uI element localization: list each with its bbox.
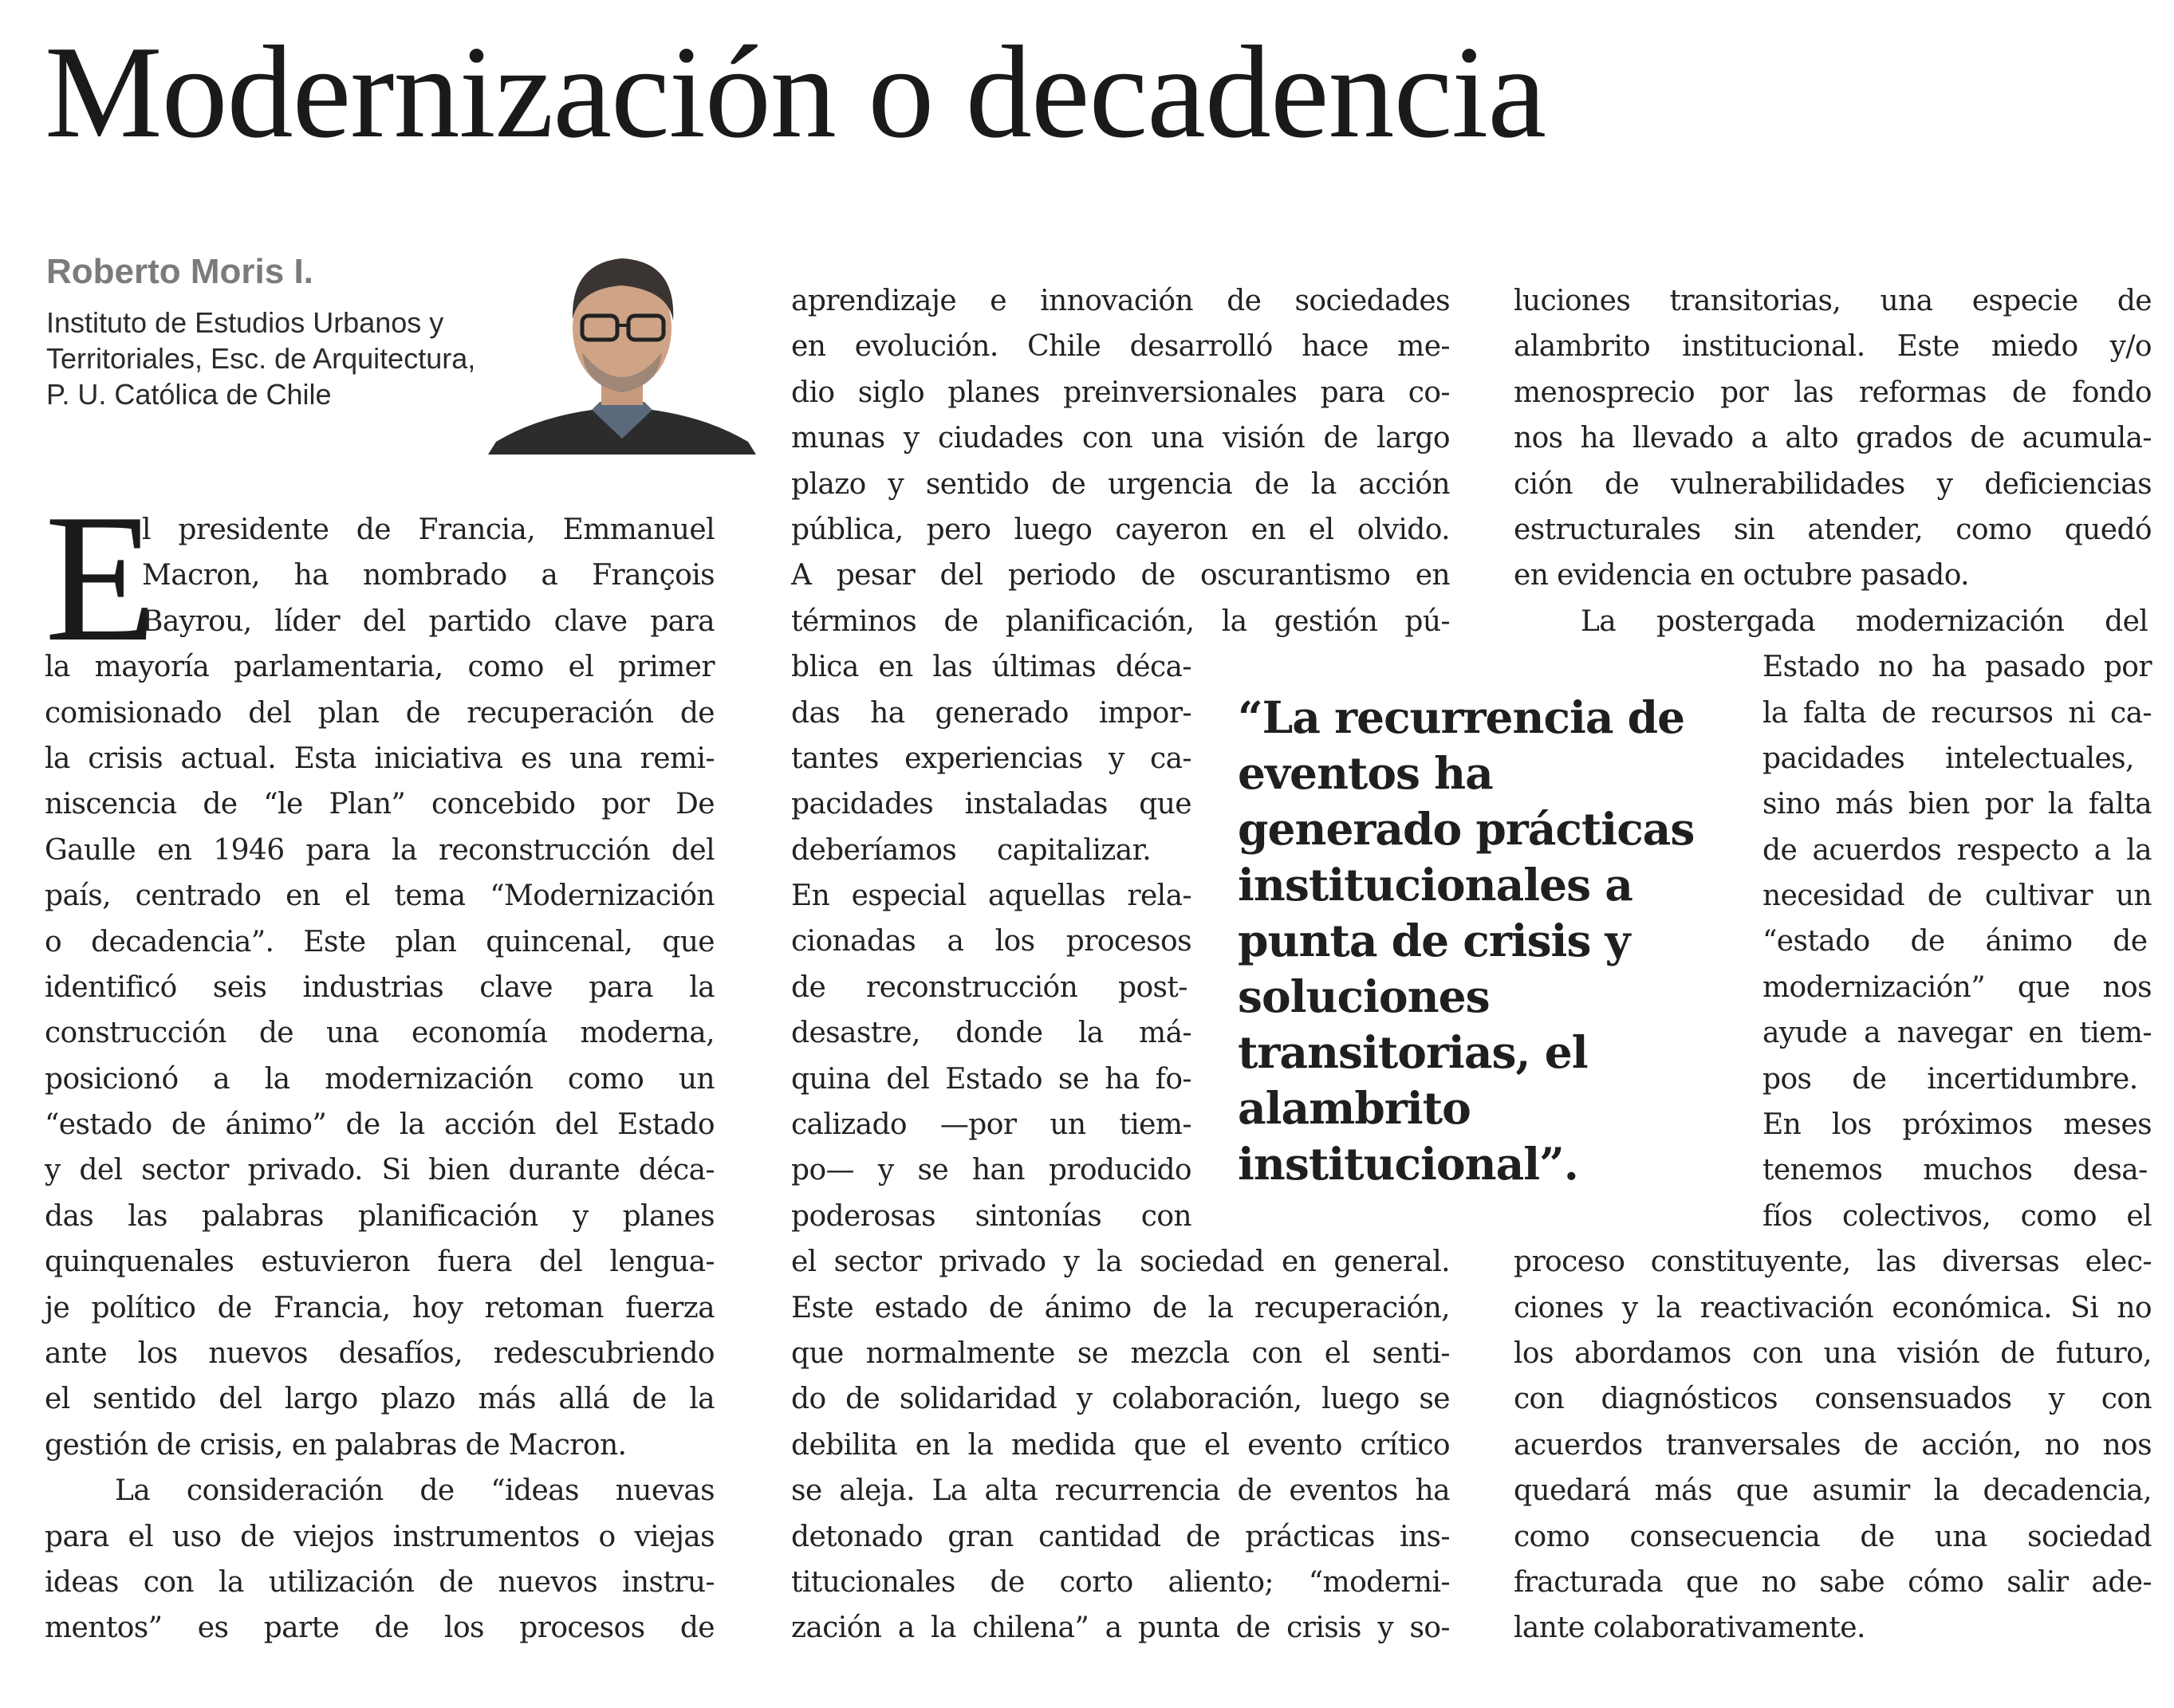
text-line: los abordamos con una visión de futuro, [1514,1336,2152,1370]
text-line: deberíamos capitalizar. [791,833,1152,867]
text-line: en evolución. Chile desarrolló hace me- [791,330,1450,364]
text-line: Bayrou, líder del partido clave para [142,604,715,638]
text-line: das ha generado impor- [791,696,1191,730]
text-line: En los próximos meses [1762,1108,2152,1142]
text-line: nos ha llevado a alto grados de acumula- [1514,422,2152,455]
text-line: “estado de ánimo de [1762,925,2148,958]
text-line: comisionado del plan de recuperación de [45,696,715,730]
text-line: aprendizaje e innovación de sociedades [791,285,1450,317]
text-line: fíos colectivos, como el [1762,1199,2152,1233]
text-line: de acuerdos respecto a la [1762,833,2152,867]
text-line: pacidades instaladas que [791,788,1191,821]
text-line: la falta de recursos ni ca- [1762,696,2152,730]
text-line: país, centrado en el tema “Modernización [45,880,715,913]
text-line: ayude a navegar en tiem- [1762,1017,2152,1050]
article-column-1 [45,476,715,1651]
affiliation-line: Instituto de Estudios Urbanos y [46,306,444,339]
headline: Modernización o decadencia [45,18,1546,165]
pull-quote-line: institucional”. [1238,1138,1578,1190]
text-line: quinquenales estuvieron fuera del lengua- [45,1246,715,1279]
pull-quote [1238,690,1694,1192]
text-line: y del sector privado. Si bien durante déca- [45,1154,715,1187]
text-line: menosprecio por las reformas de fondo [1514,376,2152,409]
text-line: “estado de ánimo” de la acción del Estado [45,1108,715,1142]
text-line: la mayoría parlamentaria, como el primer [45,651,715,684]
text-line: calizado —por un tiem- [791,1108,1191,1142]
text-line: das las palabras planificación y planes [45,1199,715,1233]
text-line: gestión de crisis, en palabras de Macron. [45,1428,627,1462]
pull-quote-line: institucionales a [1238,859,1632,911]
pull-quote-line: transitorias, el [1238,1026,1588,1078]
text-line: sino más bien por la falta [1762,788,2152,821]
author-name: Roberto Moris I. [46,252,313,291]
text-line: la crisis actual. Esta iniciativa es una remi- [45,742,715,775]
text-line: cionadas a los procesos [791,925,1191,958]
text-line: debilita en la medida que el evento crítico [791,1428,1450,1462]
text-line: como consecuencia de una sociedad [1514,1520,2152,1553]
text-line: modernización” que nos [1762,970,2152,1004]
author-affiliation [46,305,475,412]
text-line: necesidad de cultivar un [1762,880,2152,913]
pull-quote-line: eventos ha [1238,747,1493,799]
text-line: je político de Francia, hoy retoman fuerza [45,1291,715,1324]
text-line: Gaulle en 1946 para la reconstrucción del [45,833,715,867]
text-line: quedará más que asumir la decadencia, [1514,1474,2152,1508]
text-line: niscencia de “le Plan” concebido por De [45,788,715,821]
text-line: Este estado de ánimo de la recuperación, [791,1291,1450,1324]
text-line: o decadencia”. Este plan quincenal, que [45,925,715,958]
text-line: ideas con la utilización de nuevos instru- [45,1565,715,1599]
text-line: el sentido del largo plazo más allá de la [45,1383,715,1416]
text-line: el sector privado y la sociedad en general. [791,1246,1450,1279]
text-line: pos de incertidumbre. [1762,1062,2138,1096]
text-line: identificó seis industrias clave para la [45,970,715,1004]
pull-quote-line: punta de crisis y [1238,915,1630,966]
text-line: acuerdos tranversales de acción, no nos [1514,1428,2152,1462]
text-line: do de solidaridad y colaboración, luego se [791,1383,1450,1416]
text-line: con diagnósticos consensuados y con [1514,1383,2152,1416]
affiliation-line: P. U. Católica de Chile [46,378,332,411]
text-line: titucionales de corto aliento; “moderni- [791,1565,1450,1599]
pull-quote-line: soluciones [1238,970,1490,1022]
text-line: ciones y la reactivación económica. Si no [1514,1291,2152,1324]
text-line: proceso constituyente, las diversas elec- [1514,1246,2152,1279]
text-line: para el uso de viejos instrumentos o viejas [45,1520,715,1553]
text-line: Macron, ha nombrado a François [142,559,715,592]
text-line: po— y se han producido [791,1154,1191,1187]
text-line: munas y ciudades con una visión de largo [791,422,1450,455]
text-line: l presidente de Francia, Emmanuel [142,514,715,546]
text-line: A pesar del periodo de oscurantismo en [791,559,1450,592]
text-line: tantes experiencias y ca- [791,742,1191,775]
text-line: pacidades intelectuales, [1762,742,2134,775]
pull-quote-line: “La recurrencia de [1238,691,1685,743]
text-line: poderosas sintonías con [791,1199,1191,1233]
text-line: detonado gran cantidad de prácticas ins- [791,1520,1450,1553]
text-line: En especial aquellas rela- [791,880,1191,913]
text-line: construcción de una economía moderna, [45,1017,715,1050]
text-line: zación a la chilena” a punta de crisis y so- [791,1612,1450,1645]
text-line: fracturada que no sabe cómo salir ade- [1514,1565,2152,1599]
text-line: plazo y sentido de urgencia de la acción [791,467,1450,501]
text-line: pública, pero luego cayeron en el olvido. [791,513,1450,546]
pull-quote-line: generado prácticas [1238,803,1695,855]
text-line: dio siglo planes preinversionales para co- [791,376,1450,409]
text-line: posicionó a la modernización como un [45,1062,715,1096]
text-line: alambrito institucional. Este miedo y/o [1514,330,2152,364]
text-line: La postergada modernización del [1581,604,2148,638]
text-line: mentos” es parte de los procesos de [45,1612,715,1645]
text-line: ción de vulnerabilidades y deficiencias [1514,467,2152,501]
text-line: La consideración de “ideas nuevas [115,1474,715,1508]
text-line: términos de planificación, la gestión pú- [791,604,1450,638]
affiliation-line: Territoriales, Esc. de Arquitectura, [46,342,476,375]
text-line: blica en las últimas déca- [791,651,1191,684]
text-line: desastre, donde la má- [791,1017,1191,1050]
text-line: lante colaborativamente. [1514,1612,1865,1645]
text-line: tenemos muchos desa- [1762,1154,2148,1187]
text-line: de reconstrucción post- [791,970,1187,1004]
author-photo [488,233,756,455]
text-line: ante los nuevos desafíos, redescubriendo [45,1337,715,1371]
drop-cap: E [45,476,157,679]
text-line: se aleja. La alta recurrencia de eventos ha [791,1474,1450,1508]
text-line: quina del Estado se ha fo- [791,1062,1191,1096]
text-line: luciones transitorias, una especie de [1514,285,2152,317]
text-line: Estado no ha pasado por [1762,651,2152,684]
text-line: estructurales sin atender, como quedó [1514,513,2152,546]
text-line: en evidencia en octubre pasado. [1514,559,1970,592]
pull-quote-line: alambrito [1238,1082,1471,1134]
text-line: que normalmente se mezcla con el senti- [791,1336,1450,1370]
